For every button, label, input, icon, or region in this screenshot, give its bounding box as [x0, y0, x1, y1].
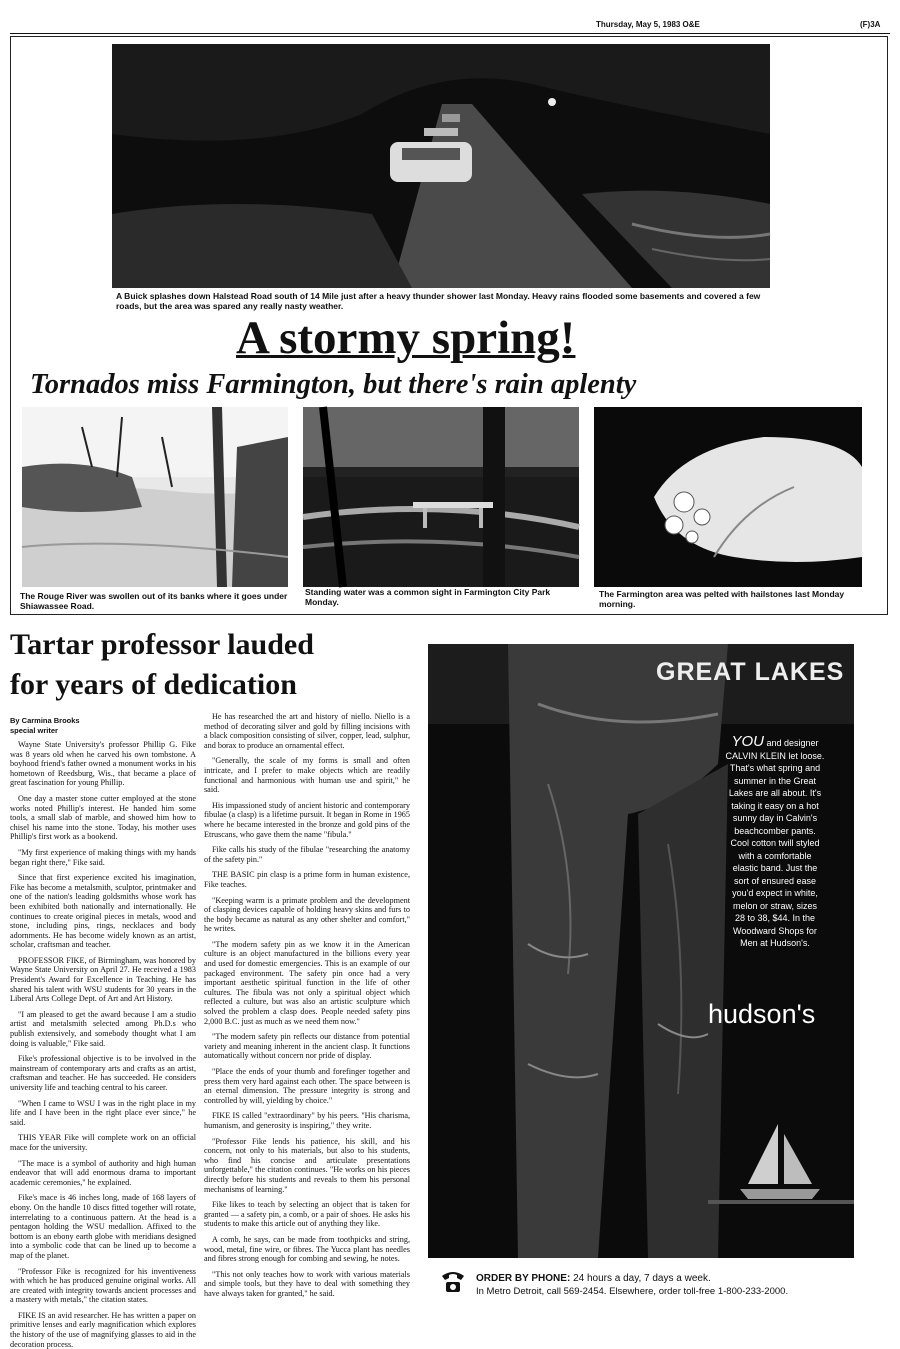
rouge-river-caption: The Rouge River was swollen out of its banks where it goes under Shiawassee Road.: [20, 591, 288, 611]
folio-rule: [10, 33, 890, 34]
article-paragraph: "My first experience of making things with my hands began right there," Fike said.: [10, 847, 196, 867]
ad-you: YOU: [731, 733, 764, 750]
hailstones-photo: [594, 407, 862, 587]
city-park-photo: [303, 407, 579, 587]
byline-role: special writer: [10, 726, 58, 735]
phone-icon: [440, 1270, 466, 1294]
ad-copy-line: CALVIN KLEIN let loose.: [725, 750, 825, 761]
article-headline-line1: Tartar professor lauded: [10, 628, 314, 661]
article-paragraph: "This not only teaches how to work with various materials and simple tools, but they have to deal with something they have always taken for granted," he said.: [204, 1269, 410, 1298]
article-paragraph: Fike likes to teach by selecting an object that is taken for granted — a safety pin, a comb, or a pair of shoes. He asks his students to make this article out of anything they like.: [204, 1200, 410, 1229]
hailstones-caption: The Farmington area was pelted with hailstones last Monday morning.: [599, 589, 845, 609]
article-paragraph: "Generally, the scale of my forms is small and often intricate, and I prefer to make objects which are readily functional and harmonious with human use and spirit," he said.: [204, 756, 410, 795]
folio-dateline: Thursday, May 5, 1983 O&E: [596, 20, 700, 29]
ad-line-0: and designer: [766, 738, 819, 748]
article-paragraph: FIKE IS an avid researcher. He has written a paper on primitive lenses and early magnification which explores the history of the use of magnifying glasses to aid in the decoration process.: [10, 1310, 196, 1349]
article-paragraph: "The mace is a symbol of authority and high human endeavor that will add enormous drama to important academic ceremonies," he explained.: [10, 1158, 196, 1187]
byline-name: By Carmina Brooks: [10, 716, 80, 725]
order-label: ORDER BY PHONE:: [476, 1273, 571, 1284]
article-paragraph: Fike calls his study of the fibulae "researching the anatomy of the safety pin.": [204, 845, 410, 864]
ad-copy-block: [710, 733, 840, 950]
feature-subhead: Tornados miss Farmington, but there's rain aplenty: [30, 369, 637, 400]
article-column-1: [10, 740, 196, 1349]
hudsons-advertisement: [428, 644, 854, 1258]
article-paragraph: Fike's mace is 46 inches long, made of 168 layers of ebony. On the handle 10 discs fitted together will rotate, interrelating to a continuous pattern. At the head is a pentagon holding the WSU medallion. Affixed to the bottom is an ebony earth globe with meridians designed into a symbolic code that can be lined up to become a map of the planet.: [10, 1193, 196, 1260]
city-park-caption: Standing water was a common sight in Farmington City Park Monday.: [305, 587, 551, 607]
article-paragraph: "Keeping warm is a primate problem and the development of clasping devices capable of holding heavy skins and furs to the body became as natural as any other shelter and comfort," he writes.: [204, 895, 410, 934]
ad-copy-line: summer in the Great: [733, 775, 817, 786]
ad-copy-line: taking it easy on a hot: [731, 800, 819, 811]
ad-copy-line: Lakes are all about. It's: [728, 788, 822, 798]
ad-brand: hudson's: [708, 999, 816, 1029]
ad-copy-line: Men at Hudson's.: [740, 938, 810, 948]
ad-copy-line: you'd expect in white,: [732, 888, 818, 898]
article-paragraph: PROFESSOR FIKE, of Birmingham, was honored by Wayne State University on April 27. He received a 1983 President's Award for Excellence in Teaching. He has shared his talent with WSU students for 30 years in the Liberal Arts College Dept. of Art and Art History.: [10, 955, 196, 1004]
order-by-phone: [476, 1272, 876, 1298]
article-paragraph: "Professor Fike is recognized for his inventiveness with which he has produced genuine original works. All are created with integrity towards ancient processes and a mastery with metals," the citation states.: [10, 1266, 196, 1305]
article-paragraph: "I am pleased to get the award because I am a studio artist and metalsmith selected among Ph.D.s who publish extensively, and somebody thought what I am doing is valuable," Fike said.: [10, 1009, 196, 1048]
article-paragraph: Since that first experience excited his imagination, Fike has become a metalsmith, sculptor, printmaker and one of the nation's leading goldsmiths whose work has been exhibited both nationally and internationally. He continues to create original pieces in metals, wood and stone, including pins, rings, necklaces and body adornments. He has become widely known as an artist, scholar, craftsman and teacher.: [10, 873, 196, 950]
ad-copy-line: That's what spring and: [729, 763, 821, 773]
article-paragraph: Wayne State University's professor Phillip G. Fike was 8 years old when he carved his own tombstone. A boyhood friend's father owned a monument works in his hometown of Reedsburg, Wis., that became a place of great fascination for young Phillip.: [10, 740, 196, 788]
article-paragraph: THIS YEAR Fike will complete work on an official mace for the university.: [10, 1133, 196, 1152]
ad-copy-line: sort of ensured ease: [733, 875, 817, 886]
ad-copy-line: elastic band. Just the: [732, 863, 818, 873]
article-paragraph: "Professor Fike lends his patience, his skill, and his concern, not only to his materials, but also to his students, who find his concise and articulate presentations unforgettable," the citation continues. "He works on his pieces directly before his students and reveals to them his personal mechanisms of learning.": [204, 1136, 410, 1194]
folio-page: (F)3A: [860, 20, 881, 29]
article-paragraph: He has researched the art and history of niello. Niello is a method of decorating silver and gold by filling incisions with a black composition consisting of silver, copper, lead, sulphur, and borax to produce an ornamental effect.: [204, 712, 410, 750]
feature-headline: A stormy spring!: [236, 312, 576, 364]
ad-copy-line: with a comfortable: [738, 850, 812, 861]
article-paragraph: A comb, he says, can be made from toothpicks and string, wood, metal, fine wire, or fibres. The Yucca plant has needles and fibres strong enough for combing and sewing, he notes.: [204, 1234, 410, 1264]
ad-copy-line: 28 to 38, $44. In the: [734, 913, 816, 923]
ad-copy-line: Cool cotton twill styled: [730, 838, 820, 848]
article-paragraph: THE BASIC pin clasp is a prime form in human existence, Fike teaches.: [204, 870, 410, 889]
article-paragraph: Fike's professional objective is to be involved in the mainstream of contemporary arts and crafts as an artist, craftsman and teacher. He has succeeded. He considers university life and teaching central to his career.: [10, 1054, 196, 1092]
article-headline-line2: for years of dedication: [10, 668, 297, 701]
flooded-road-photo: [112, 44, 770, 288]
ad-copy-line: Woodward Shops for: [733, 925, 817, 936]
article-paragraph: One day a master stone cutter employed at the stone works noted Phillip's interest. He handed him some tools, a small slab of marble, and showed him how to chisel his name into the stone. Today, his mother uses Phillip's first work as a bookend.: [10, 793, 196, 842]
rouge-river-photo: [22, 407, 288, 587]
ad-copy-line: beachcomber pants.: [734, 825, 816, 836]
flooded-road-caption: A Buick splashes down Halstead Road south of 14 Mile just after a heavy thunder shower last Monday. Heavy rains flooded some basements and covered a few roads, but the area was spared any really nasty weather.: [116, 291, 761, 311]
article-paragraph: "Place the ends of your thumb and forefinger together and press them very hard against each other. The space between is an eternal dimension. The pressure integrity is strong and controlled by will, yielding by choice.": [204, 1067, 410, 1105]
article-column-2: [204, 712, 410, 1302]
ad-copy-line: melon or straw, sizes: [732, 900, 818, 911]
ad-banner: GREAT LAKES: [656, 658, 845, 686]
article-paragraph: FIKE IS called "extraordinary" by his peers. "His charisma, humanism, and generosity is inspiring," they write.: [204, 1111, 410, 1130]
article-paragraph: His impassioned study of ancient historic and contemporary fibulae (a clasp) is a lifetime pursuit. It began in Rome in 1965 where he became interested in the bronze and gold pins of the Etruscans, who gave them the name "fibula.": [204, 800, 410, 839]
ad-copy-line: sunny day in Calvin's: [732, 813, 818, 823]
article-paragraph: "The modern safety pin reflects our distance from potential variety and meaning inherent in the ancient clasp. It functions automatically without concern nor pride of display.: [204, 1032, 410, 1061]
article-paragraph: "The modern safety pin as we know it in the American culture is an object manufactured in the billions every year and used for domestic emergencies. This is an example of our packaged environment. The safety pin once had a very important aesthetic spiritual function in the life of other cultures. The fibula was not only a spiritual object which reflected a culture, but was also an artistic sculpture which solved the problem a clasp does. People needed safety pins 2,000 B.C. just as much as we need them now.": [204, 939, 410, 1026]
order-line-1: 24 hours a day, 7 days a week.: [573, 1273, 711, 1284]
order-line-2: In Metro Detroit, call 569-2454. Elsewhere, order toll-free 1-800-233-2000.: [476, 1286, 789, 1297]
article-paragraph: "When I came to WSU I was in the right place in my life and I have been in the right place ever since," he said.: [10, 1098, 196, 1127]
